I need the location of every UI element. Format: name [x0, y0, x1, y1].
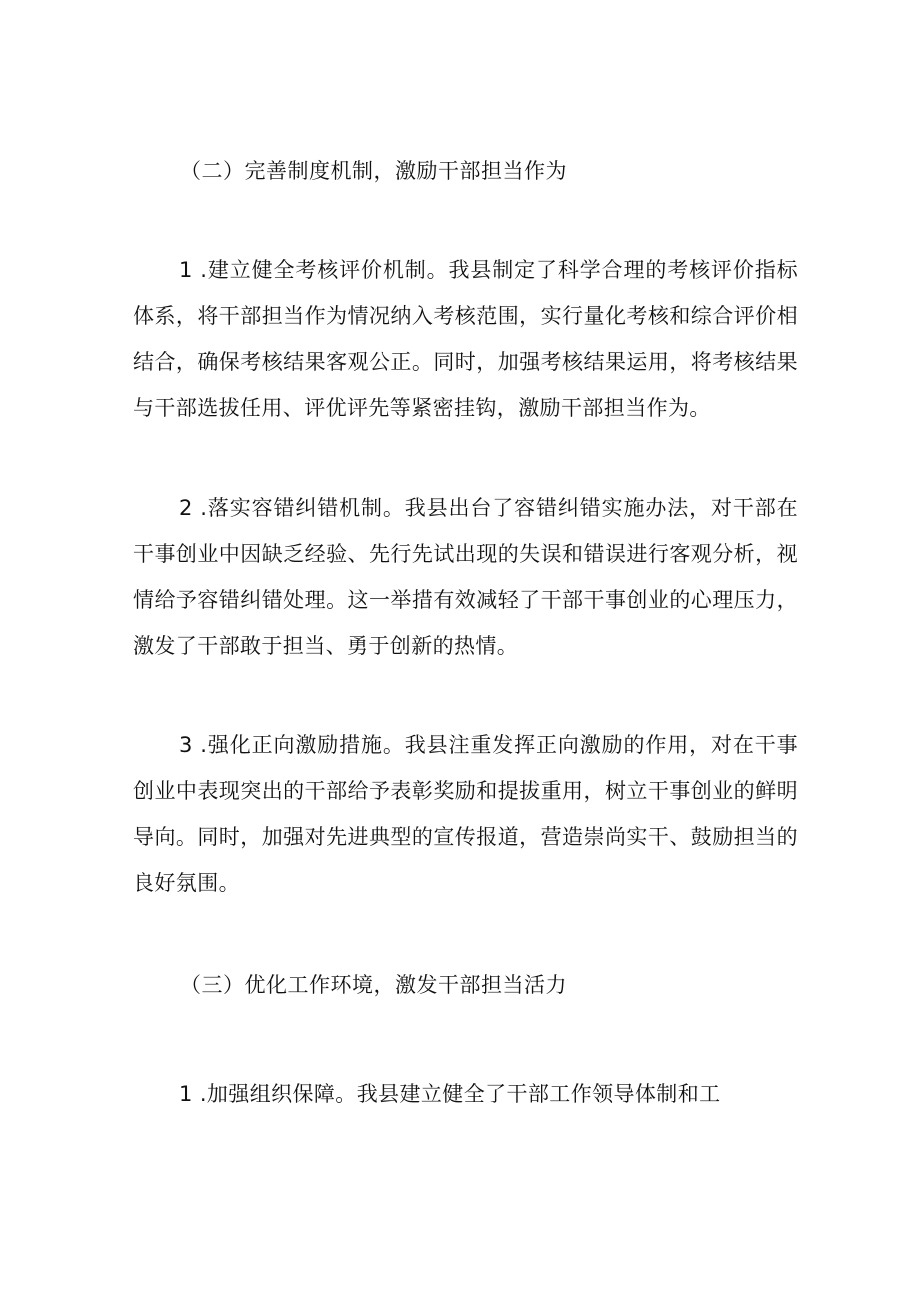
paragraph-positive-incentives: 3 .强化正向激励措施。我县注重发挥正向激励的作用，对在干事创业中表现突出的干部给予表彰奖励和提拔重用，树立干事创业的鲜明导向。同时，加强对先进典型的宣传报道，营造崇尚实干、鼓励担当的良好氛围。	[133, 733, 798, 895]
paragraph-organizational-support: 1 .加强组织保障。我县建立健全了干部工作领导体制和工	[179, 1082, 721, 1106]
section-heading-2: （二）完善制度机制，激励干部担当作为	[180, 159, 567, 183]
paragraph-assessment-mechanism: 1 .建立健全考核评价机制。我县制定了科学合理的考核评价指标体系，将干部担当作为情况纳入考核范围，实行量化考核和综合评价相结合，确保考核结果客观公正。同时，加强考核结果运用，将考核结果与干部选拔任用、评优评先等紧密挂钩，激励干部担当作为。	[133, 258, 798, 420]
paragraph-fault-tolerance: 2 .落实容错纠错机制。我县出台了容错纠错实施办法，对干部在干事创业中因缺乏经验、先行先试出现的失误和错误进行客观分析，视情给予容错纠错处理。这一举措有效减轻了干部干事创业的心理压力，激发了干部敢于担当、勇于创新的热情。	[133, 496, 798, 658]
section-heading-3: （三）优化工作环境，激发干部担当活力	[180, 973, 567, 997]
